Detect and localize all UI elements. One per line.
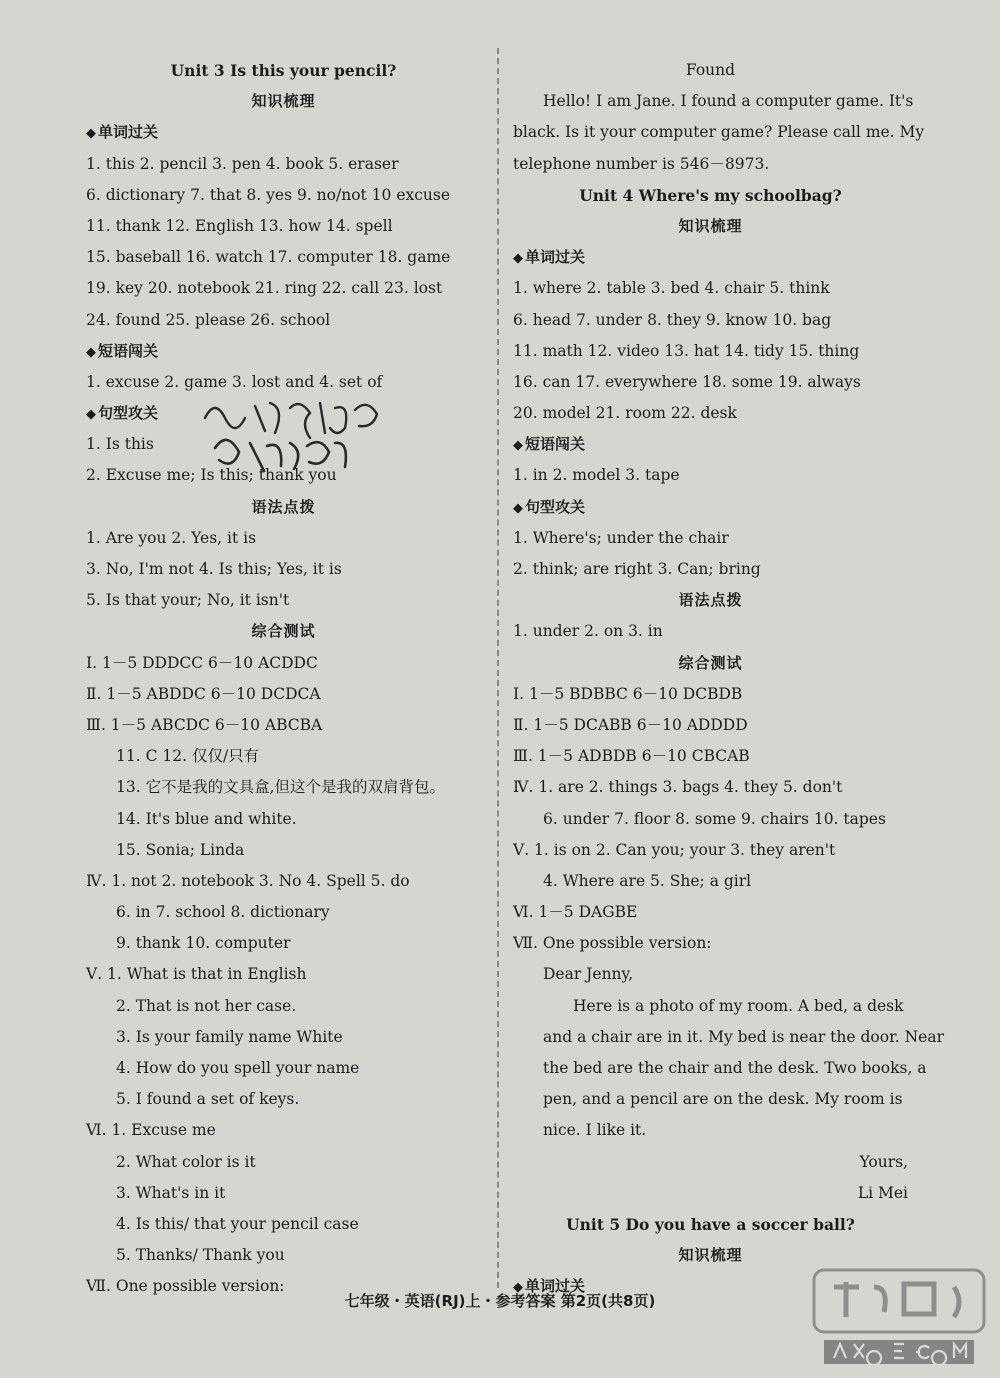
unit-heading: Unit 3 Is this your pencil? [170,61,397,80]
handwritten-scribble [195,388,395,483]
page-footer: 七年级・英语(RJ)上・参考答案 第2页(共8页) [344,1292,656,1310]
answer-line: 4. How do you spell your name [116,1059,360,1077]
answer-line: Ⅱ. 1－5 DCABB 6－10 ADDDD [513,715,748,734]
answer-line: the bed are the chair and the desk. Two books, a [543,1059,927,1077]
subsection-heading: ◆ 短语闯关 [513,435,586,454]
section-heading: 知识梳理 [251,92,316,111]
answer-line: 1. this 2. pencil 3. pen 4. book 5. eraser [86,154,399,173]
answer-line: 11. math 12. video 13. hat 14. tidy 15. thing [513,341,860,360]
answer-line: 5. I found a set of keys. [116,1090,300,1109]
answer-line: 11. thank 12. English 13. how 14. spell [86,216,393,235]
answer-line: nice. I like it. [543,1121,647,1140]
answer-line: 19. key 20. notebook 21. ring 22. call 23. lost [86,279,443,298]
answer-line: 4. Is this/ that your pencil case [116,1214,359,1233]
answer-line: 1. excuse 2. game 3. lost and 4. set of [86,372,383,391]
answer-line: 1. Is this [86,435,154,454]
answer-line: 13. 它不是我的文具盒,但这个是我的双肩背包。 [116,778,446,797]
answer-line: 6. under 7. floor 8. some 9. chairs 10. tapes [543,809,886,828]
answer-line: Ⅵ. 1－5 DAGBE [513,903,638,922]
answer-line: 3. What's in it [116,1183,226,1202]
right-column [513,55,945,1303]
answer-line: 1. Are you 2. Yes, it is [86,528,257,547]
column-divider [497,48,499,1288]
watermark-logo [804,1262,994,1374]
letter-signature: Yours, [859,1152,908,1171]
subsection-heading: ◆ 单词过关 [86,123,159,142]
answer-line: Ⅶ. One possible version: [513,934,712,953]
diamond-bullet-icon: ◆ [86,344,96,360]
answer-line: 11. C 12. 仅仅/只有 [116,747,260,766]
answer-line: 6. in 7. school 8. dictionary [116,903,330,922]
notice-title: Found [685,61,736,79]
answer-line: 3. No, I'm not 4. Is this; Yes, it is [86,560,342,578]
answer-line: 5. Thanks/ Thank you [116,1246,285,1265]
section-heading: 综合测试 [678,653,743,672]
answer-line: 1. Where's; under the chair [513,528,729,547]
answer-line: Ⅳ. 1. not 2. notebook 3. No 4. Spell 5. do [86,871,410,890]
diamond-bullet-icon: ◆ [513,1280,523,1296]
answer-line: 3. Is your family name White [116,1027,343,1046]
answer-line: Ⅶ. One possible version: [86,1277,285,1296]
answer-line: 14. It's blue and white. [116,809,297,828]
section-heading: 综合测试 [251,622,316,641]
answer-line: Ⅴ. 1. What is that in English [86,965,307,984]
answer-line: 1. under 2. on 3. in [513,622,663,641]
answer-line: 1. in 2. model 3. tape [513,466,680,485]
diamond-bullet-icon: ◆ [86,407,96,423]
answer-line: Dear Jenny, [543,965,634,984]
answer-line: 6. head 7. under 8. they 9. know 10. bag [513,310,832,329]
answer-line: 24. found 25. please 26. school [86,310,331,329]
answer-line: 15. baseball 16. watch 17. computer 18. game [86,248,451,267]
answer-line: Ⅲ. 1－5 ADBDB 6－10 CBCAB [513,747,750,766]
answer-line: 16. can 17. everywhere 18. some 19. always [513,372,861,391]
answer-line: black. Is it your computer game? Please call me. My [513,123,925,142]
section-heading: 语法点拨 [251,497,316,516]
diamond-bullet-icon: ◆ [513,251,523,267]
answer-line: telephone number is 546－8973. [513,154,770,173]
subsection-heading: ◆ 句型攻关 [513,497,586,516]
answer-line: 20. model 21. room 22. desk [513,404,737,423]
answer-line: Hello! I am Jane. I found a computer game. It's [543,92,914,111]
answer-line: 15. Sonia; Linda [116,840,245,859]
letter-signature: Li Mei [857,1183,908,1202]
left-column [86,55,481,1303]
answer-line: 2. think; are right 3. Can; bring [513,560,761,578]
answer-line: 2. That is not her case. [116,996,297,1015]
answer-line: Ⅵ. 1. Excuse me [86,1121,216,1140]
subsection-heading: ◆ 句型攻关 [86,404,159,423]
answer-line: Ⅴ. 1. is on 2. Can you; your 3. they aren't [513,840,836,859]
answer-line: Here is a photo of my room. A bed, a desk [573,996,904,1015]
answer-line: Ⅰ. 1－5 BDBBC 6－10 DCBDB [513,684,743,703]
subsection-heading: ◆ 单词过关 [513,248,586,267]
section-heading: 语法点拨 [678,591,743,610]
subsection-heading: ◆ 短语闯关 [86,341,159,360]
answer-line: 1. where 2. table 3. bed 4. chair 5. think [513,279,830,298]
diamond-bullet-icon: ◆ [513,438,523,454]
answer-line: 9. thank 10. computer [116,934,291,953]
answer-line: 2. What color is it [116,1152,256,1171]
answer-line: Ⅱ. 1－5 ABDDC 6－10 DCDCA [86,684,321,703]
subsection-heading: ◆ 单词过关 [513,1277,586,1296]
unit-heading: Unit 4 Where's my schoolbag? [579,185,842,205]
answer-line: 2. Excuse me; Is this; thank you [86,466,337,485]
unit-heading: Unit 5 Do you have a soccer ball? [566,1214,855,1234]
answer-line: Ⅰ. 1－5 DDDCC 6－10 ACDDC [86,653,318,672]
answer-line: pen, and a pencil are on the desk. My room is [543,1090,903,1109]
answer-line: 4. Where are 5. She; a girl [543,871,752,890]
answer-line: 5. Is that your; No, it isn't [86,591,290,610]
answer-line: Ⅲ. 1－5 ABCDC 6－10 ABCBA [86,715,323,734]
diamond-bullet-icon: ◆ [513,500,523,516]
answer-line: 6. dictionary 7. that 8. yes 9. no/not 10 excuse [86,185,451,204]
answer-line: Ⅳ. 1. are 2. things 3. bags 4. they 5. don't [513,778,843,797]
diamond-bullet-icon: ◆ [86,126,96,142]
section-heading: 知识梳理 [678,216,743,235]
section-heading: 知识梳理 [678,1246,743,1265]
answer-line: and a chair are in it. My bed is near the door. Near [543,1027,945,1046]
